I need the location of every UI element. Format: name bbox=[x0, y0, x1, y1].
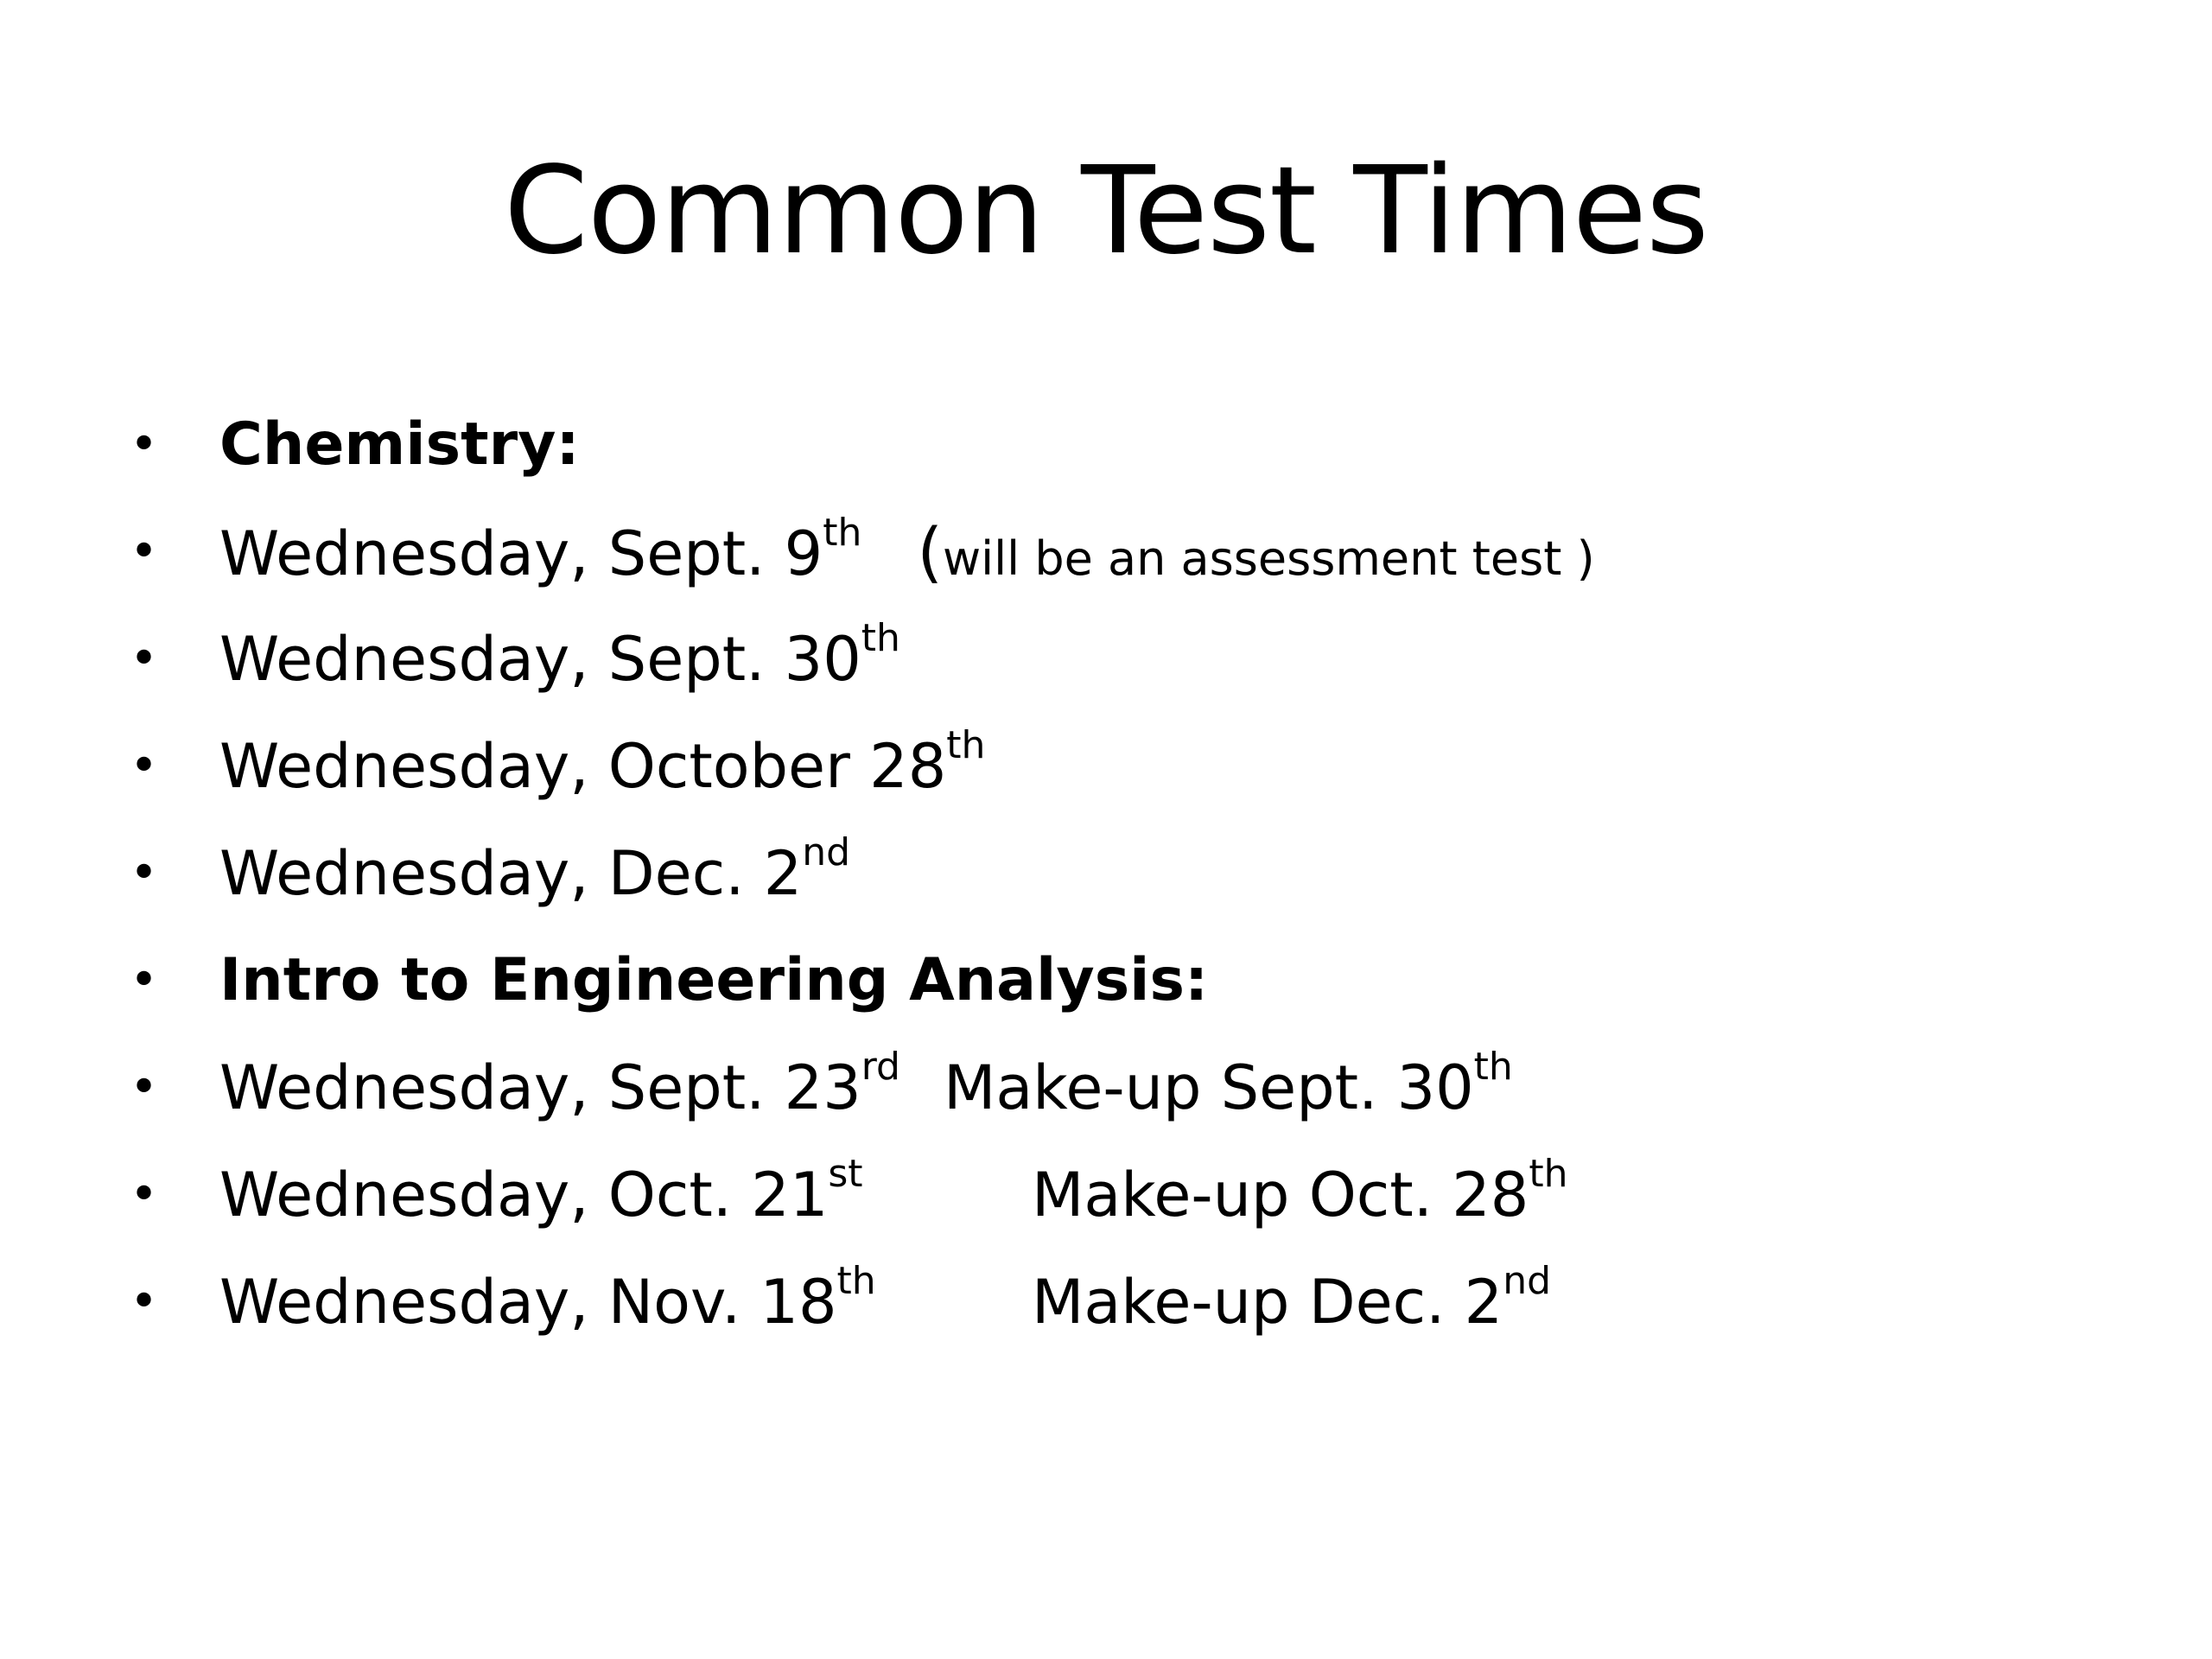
bullet-icon: • bbox=[130, 524, 159, 580]
bullet-list bbox=[130, 406, 2117, 1370]
list-item bbox=[130, 830, 2117, 942]
date-text: Wednesday, Sept. 9 bbox=[219, 518, 823, 589]
makeup-ordinal: nd bbox=[1503, 1258, 1552, 1303]
bullet-icon: • bbox=[130, 952, 159, 1008]
test-date bbox=[219, 1258, 876, 1341]
section-heading-label: Intro to Engineering Analysis: bbox=[219, 946, 1209, 1014]
test-date bbox=[219, 615, 900, 698]
date-text: Wednesday, Oct. 21 bbox=[219, 1160, 829, 1230]
test-date bbox=[219, 830, 851, 912]
section-heading-label: Chemistry: bbox=[219, 410, 580, 479]
date-text: Wednesday, Nov. 18 bbox=[219, 1267, 837, 1338]
test-date bbox=[219, 722, 986, 805]
date-ordinal: nd bbox=[802, 830, 851, 874]
bullet-icon: • bbox=[130, 738, 159, 794]
date-ordinal: th bbox=[946, 722, 986, 767]
makeup-ordinal: th bbox=[1529, 1151, 1568, 1196]
date-ordinal: th bbox=[823, 510, 862, 555]
bullet-icon: • bbox=[130, 631, 159, 687]
date-ordinal: st bbox=[828, 1151, 863, 1196]
date-text: Wednesday, Sept. 30 bbox=[219, 624, 861, 695]
date-ordinal: th bbox=[861, 615, 900, 660]
section-heading-engineering bbox=[130, 942, 2117, 1049]
makeup-text: Make-up Oct. 28 bbox=[1032, 1160, 1529, 1230]
test-date bbox=[219, 1044, 900, 1127]
section-heading-chemistry bbox=[130, 406, 2117, 513]
date-ordinal: rd bbox=[861, 1044, 900, 1089]
test-date bbox=[219, 1151, 863, 1234]
date-text: Wednesday, Sept. 23 bbox=[219, 1052, 861, 1123]
list-item bbox=[130, 510, 2117, 620]
makeup-text: Make-up Dec. 2 bbox=[1032, 1267, 1503, 1338]
makeup-ordinal: th bbox=[1473, 1044, 1513, 1089]
date-text: Wednesday, October 28 bbox=[219, 731, 947, 802]
test-date bbox=[219, 510, 1595, 598]
bullet-icon: • bbox=[130, 416, 159, 473]
date-text: Wednesday, Dec. 2 bbox=[219, 838, 803, 909]
note-open-paren: ( bbox=[917, 513, 943, 590]
slide-title: Common Test Times bbox=[504, 141, 1708, 282]
makeup-date bbox=[1032, 1151, 1568, 1234]
makeup-text: Make-up Sept. 30 bbox=[944, 1052, 1474, 1123]
list-item bbox=[130, 1044, 2117, 1156]
makeup-date bbox=[1032, 1258, 1552, 1341]
list-item bbox=[130, 615, 2117, 728]
bullet-icon: • bbox=[130, 1166, 159, 1223]
bullet-icon: • bbox=[130, 845, 159, 901]
list-item bbox=[130, 722, 2117, 835]
list-item bbox=[130, 1151, 2117, 1263]
list-item bbox=[130, 1258, 2117, 1370]
makeup-date bbox=[944, 1044, 1513, 1127]
bullet-icon: • bbox=[130, 1274, 159, 1330]
date-ordinal: th bbox=[836, 1258, 876, 1303]
bullet-icon: • bbox=[130, 1059, 159, 1116]
assessment-note: will be an assessment test ) bbox=[943, 531, 1595, 586]
